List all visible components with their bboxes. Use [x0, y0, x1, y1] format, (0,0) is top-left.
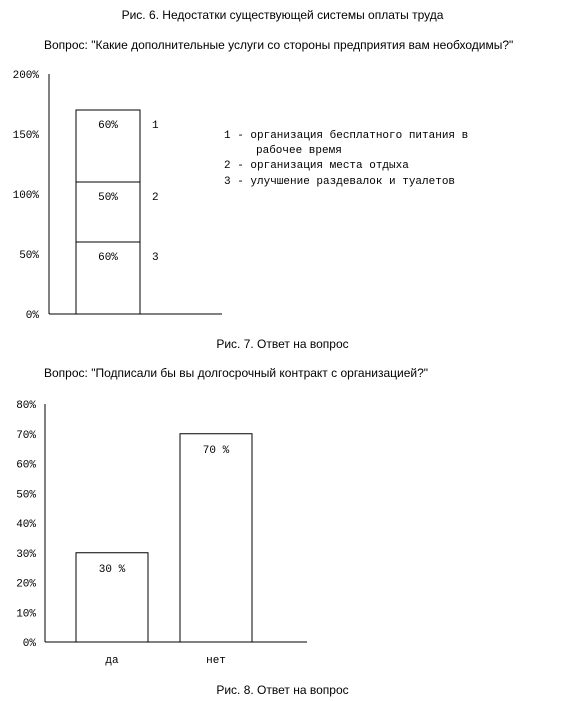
legend-line: 2 - организация места отдыха [224, 160, 409, 172]
question-2: Вопрос: "Подписали бы вы долгосрочный контракт с организацией?" [44, 366, 428, 380]
y-tick-label: 50% [19, 250, 39, 262]
y-tick-label: 50% [16, 489, 36, 502]
figure-7-caption: Рис. 7. Ответ на вопрос [216, 337, 349, 351]
y-tick-label: 80% [16, 400, 36, 412]
legend-line: рабочее время [256, 145, 342, 157]
legend-line: 1 - организация бесплатного питания в [224, 130, 469, 142]
segment-value-label: 50% [98, 192, 118, 204]
x-tick-label: да [105, 655, 119, 667]
y-tick-label: 40% [16, 519, 36, 531]
y-tick-label: 200% [12, 70, 39, 82]
segment-value-label: 60% [98, 120, 118, 132]
x-tick-label: нет [206, 655, 226, 667]
segment-index-label: 2 [152, 192, 159, 204]
y-tick-label: 30% [16, 548, 36, 561]
legend-line: 3 - улучшение раздевалок и туалетов [224, 176, 456, 188]
y-tick-label: 150% [12, 130, 39, 142]
question-1: Вопрос: "Какие дополнительные услуги со стороны предприятия вам необходимы?" [44, 38, 514, 52]
y-tick-label: 70% [16, 429, 36, 442]
segment-value-label: 60% [98, 252, 118, 264]
figure-8-caption: Рис. 8. Ответ на вопрос [216, 683, 349, 697]
segment-index-label: 1 [152, 120, 159, 132]
y-tick-label: 0% [25, 310, 39, 322]
y-tick-label: 0% [22, 638, 36, 650]
y-tick-label: 20% [16, 578, 36, 591]
bar-value-label: 30 % [98, 563, 126, 576]
y-tick-label: 60% [16, 459, 36, 472]
y-tick-label: 100% [12, 190, 39, 202]
bar [180, 434, 252, 642]
y-tick-label: 10% [16, 608, 36, 621]
figure-6-caption: Рис. 6. Недостатки существующей системы оплаты труда [121, 8, 444, 22]
segment-index-label: 3 [152, 252, 159, 264]
bar-value-label: 70 % [202, 444, 230, 457]
